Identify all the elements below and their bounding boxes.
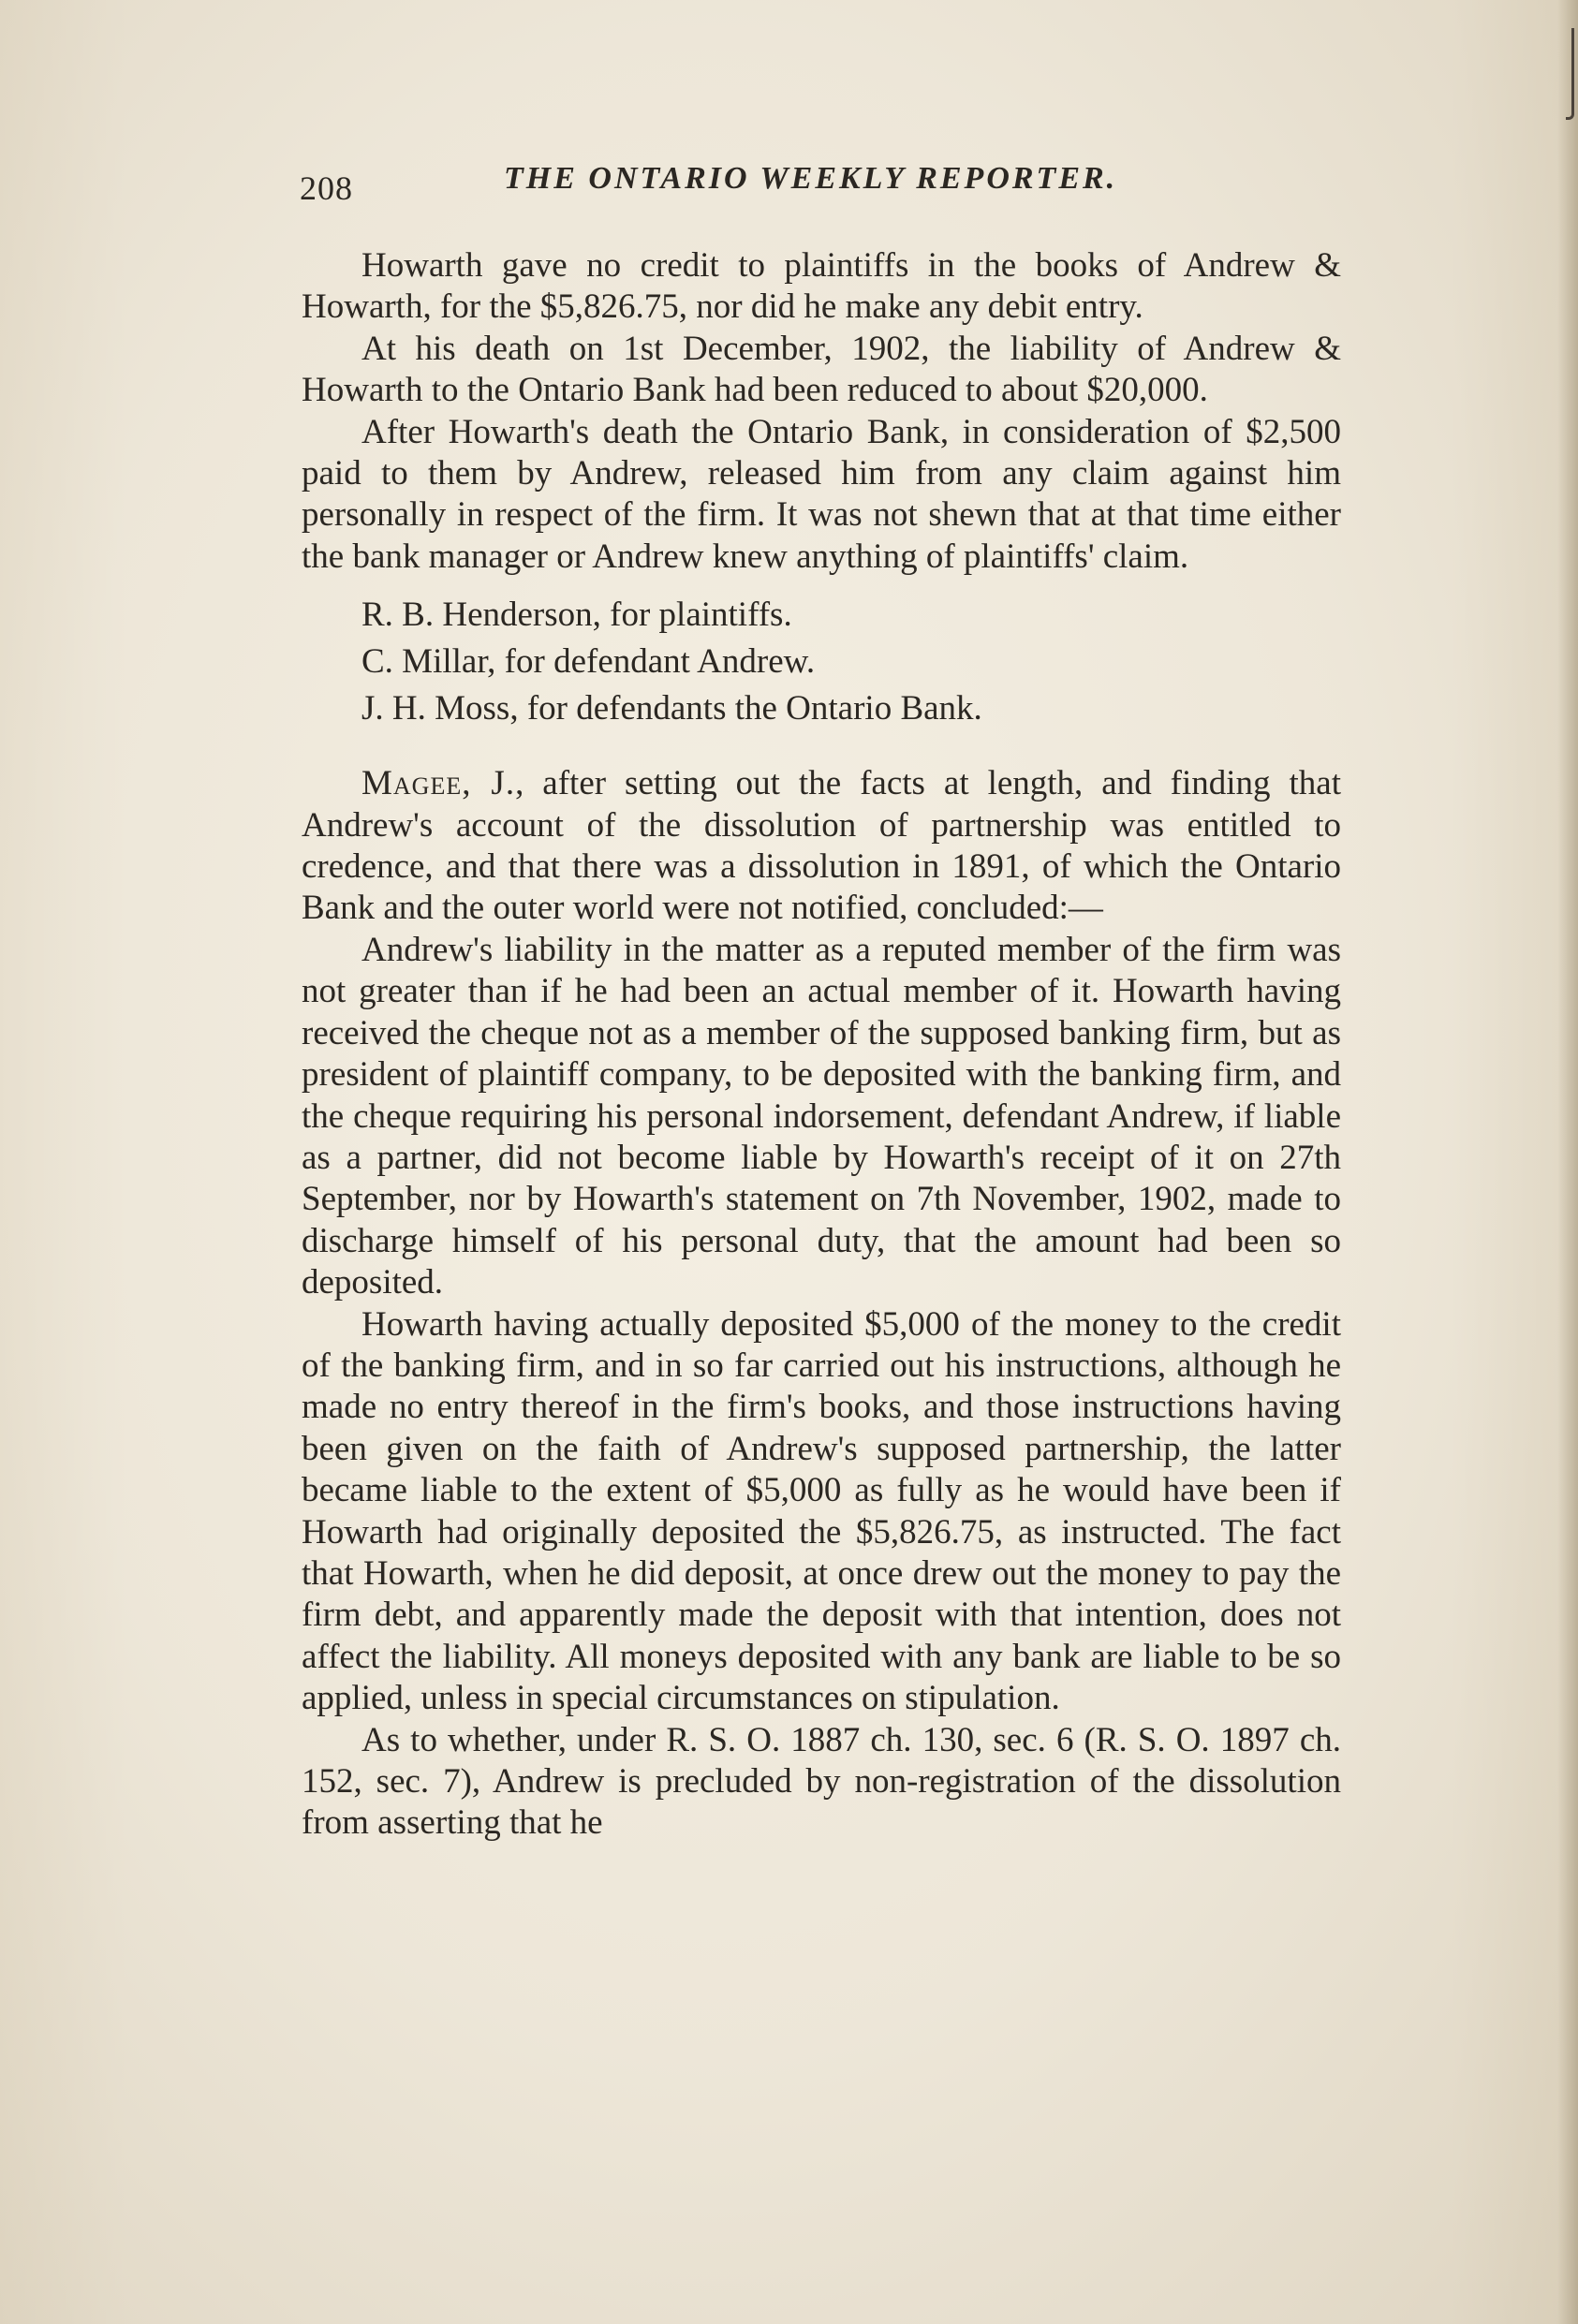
judge-name: Magee, J. — [361, 764, 516, 803]
judgment-opening-text: , after setting out the facts at length, and finding that Andrew's account of the dissolution of partnership was entitled to credence, and that there was a dissolution in 1891, of which the Ontario Bank and the outer world were not notified, concluded:— — [302, 764, 1341, 928]
counsel-entry: C. Millar, for defendant Andrew. — [361, 642, 816, 682]
running-title: THE ONTARIO WEEKLY REPORTER. — [504, 161, 1118, 196]
paragraph: At his death on 1st December, 1902, the liability of Andrew & Howarth to the Ontario Bank had been reduced to about $20,000. — [302, 329, 1341, 410]
paragraph: Howarth gave no credit to plaintiffs in the books of Andrew & Howarth, for the $5,826.75, nor did he make any debit entry. — [302, 246, 1341, 327]
page-number: 208 — [300, 169, 353, 207]
counsel-entry: J. H. Moss, for defendants the Ontario Bank. — [361, 689, 982, 728]
page-header — [300, 161, 1339, 208]
page-edge-shadow — [1557, 0, 1578, 2324]
section-spacer — [302, 733, 1341, 763]
paragraph: Andrew's liability in the matter as a reputed member of the firm was not greater than if he had been an actual member of it. Howarth having received the cheque not as a member of the supposed banking firm, but as president of plaintiff company, to be deposited with the banking firm, and the cheque requiring his personal indorsement, defendant Andrew, if liable as a partner, did not become liable by Howarth's receipt of it on 27th September, nor by Howarth's statement on 7th November, 1902, made to discharge himself of his personal duty, that the amount had been so deposited. — [302, 930, 1341, 1302]
counsel-entry: R. B. Henderson, for plaintiffs. — [361, 596, 792, 635]
paragraph: After Howarth's death the Ontario Bank, in consideration of $2,500 paid to them by Andrew, released him from any claim against him personally in respect of the firm. It was not shewn that at that time either the bank manager or Andrew knew anything of plaintiffs' claim. — [302, 412, 1341, 576]
paragraph: Howarth having actually deposited $5,000 of the money to the credit of the banking firm, and in so far carried out his instructions, although he made no entry thereof in the firm's books, and those instructions having been given on the faith of Andrew's supposed partnership, the latter became liable to the extent of $5,000 as fully as he would have been if Howarth had originally deposited the $5,826.75, as instructed. The fact that Howarth, when he did deposit, at once drew out the money to pay the firm debt, and apparently made the deposit with that intention, does not affect the liability. All moneys deposited with any bank are liable to be so applied, unless in special circumstances on stipulation. — [302, 1304, 1341, 1718]
judgment-opening-paragraph — [302, 763, 1341, 930]
counsel-list — [361, 593, 1341, 731]
paragraph: As to whether, under R. S. O. 1887 ch. 130, sec. 6 (R. S. O. 1897 ch. 152, sec. 7), Andrew is precluded by non-registration of the dissolution from asserting that he — [302, 1720, 1341, 1843]
page-edge-mark — [1566, 28, 1574, 120]
body-text — [302, 245, 1341, 1845]
